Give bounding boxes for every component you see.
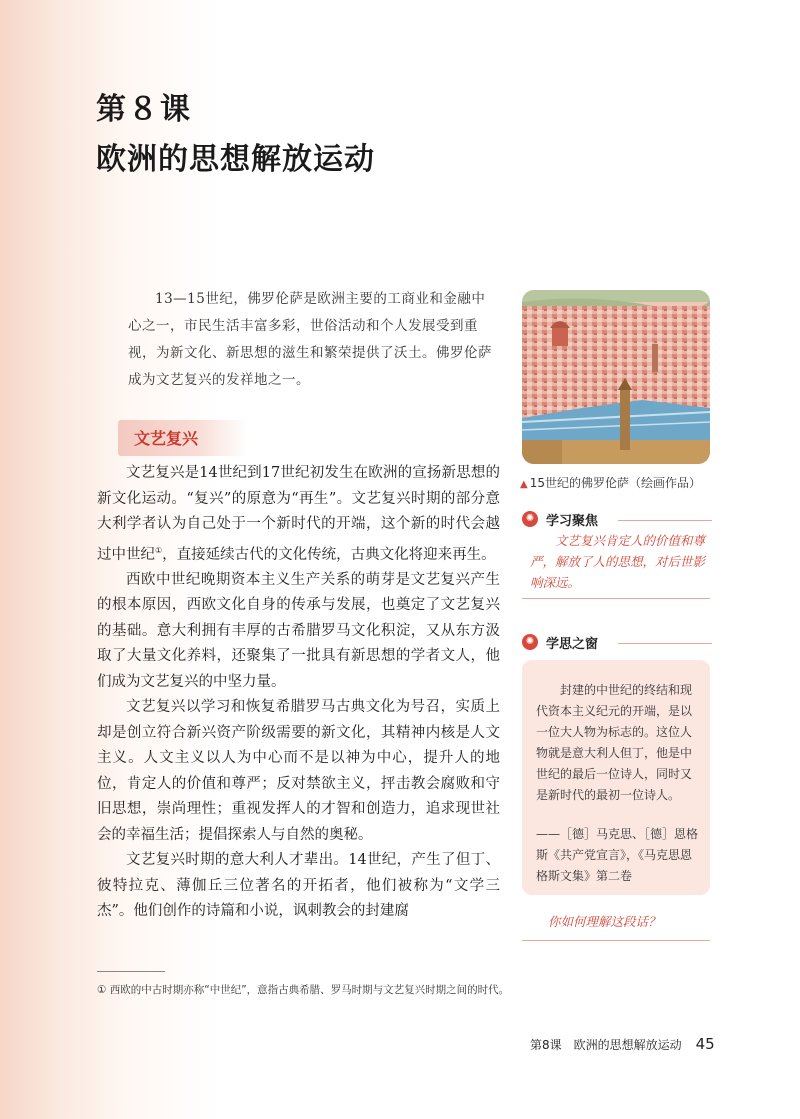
intro-paragraph: 13—15世纪，佛罗伦萨是欧洲主要的工商业和金融中心之一，市民生活丰富多彩，世俗活动和个人发展受到重视，为新文化、新思想的滋生和繁荣提供了沃土。佛罗伦萨成为文艺复兴的发祥地之一。 [128,291,492,388]
footnote-marker[interactable]: ① [155,545,163,555]
florence-painting-image [522,290,710,464]
quote-source: ——［德］马克思、［德］恩格斯《共产党宣言》，《马克思恩格斯文集》第二卷 [536,827,699,883]
divider [618,643,712,644]
thinking-window-header [522,632,712,654]
lesson-number: 第８课 [96,92,192,127]
sparkle-icon: ✺ [522,634,538,650]
page-footer [530,1034,715,1053]
main-body-text [97,461,500,925]
footnote: ① 西欧的中古时期亦称“中世纪”，意指古典希腊、罗马时期与文艺复兴时期之间的时代。 [97,984,510,996]
study-focus-text: 文艺复兴肯定人的价值和尊严，解放了人的思想，对后世影响深远。 [530,533,706,590]
figure-caption [520,474,701,491]
section-heading-label: 文艺复兴 [134,429,199,448]
thinking-window-label: 学思之窗 [546,637,599,652]
paragraph-italian-talents: 文艺复兴时期的意大利人才辈出。14世纪，产生了但丁、彼特拉克、薄伽丘三位著名的开拓者，他们被称为“文学三杰”。他们创作的诗篇和小说，讽刺教会的封建腐 [97,852,500,920]
study-focus-label: 学习聚焦 [546,514,599,529]
page-number: 45 [695,1035,715,1053]
quote-text: 封建的中世纪的终结和现代资本主义纪元的开端，是以一位大人物为标志的。这位人物就是意大利人但丁，他是中世纪的最后一位诗人，同时又是新时代的最初一位诗人。 [536,683,693,802]
paragraph-renaissance-definition: 文艺复兴是14世纪到17世纪初发生在欧洲的宣扬新思想的新文化运动。“复兴”的原意为“再生”。文艺复兴时期的部分意大利学者认为自己处于一个新时代的开端，这个新的时代会越过中世纪①，直接延续古代的文化传统，古典文化将迎来再生。 [97,465,500,563]
footnote-divider [97,971,165,972]
figure-caption-text: 15世纪的佛罗伦萨（绘画作品） [529,476,701,490]
study-focus-header [522,509,712,531]
section-heading [118,420,248,456]
discussion-question: 你如何理解这段话？ [548,914,661,929]
lesson-title: 欧洲的思想解放运动 [96,142,375,177]
caption-triangle-icon: ▲ [520,479,528,490]
florence-painting-illustration [522,290,710,464]
paragraph-renaissance-causes: 西欧中世纪晚期资本主义生产关系的萌芽是文艺复兴产生的根本原因，西欧文化自身的传承与发展，也奠定了文艺复兴的基础。意大利拥有丰厚的古希腊罗马文化积淀，又从东方汲取了大量文化养料，还聚集了一批具有新思想的学者文人，他们成为文艺复兴的中坚力量。 [97,571,500,690]
divider [618,520,712,521]
running-head: 第8课 欧洲的思想解放运动 [530,1038,682,1052]
divider [522,940,710,941]
divider [522,598,710,599]
paragraph-humanism: 文艺复兴以学习和恢复希腊罗马古典文化为号召，实质上却是创立符合新兴资产阶级需要的新文化，其精神内核是人文主义。人文主义以人为中心而不是以神为中心，提升人的地位，肯定人的价值和尊严；反对禁欲主义，抨击教会腐败和守旧思想，崇尚理性；重视发挥人的才智和创造力，追求现世社会的幸福生活；提倡探索人与自然的奥秘。 [97,699,500,843]
sparkle-icon: ✺ [522,511,538,527]
